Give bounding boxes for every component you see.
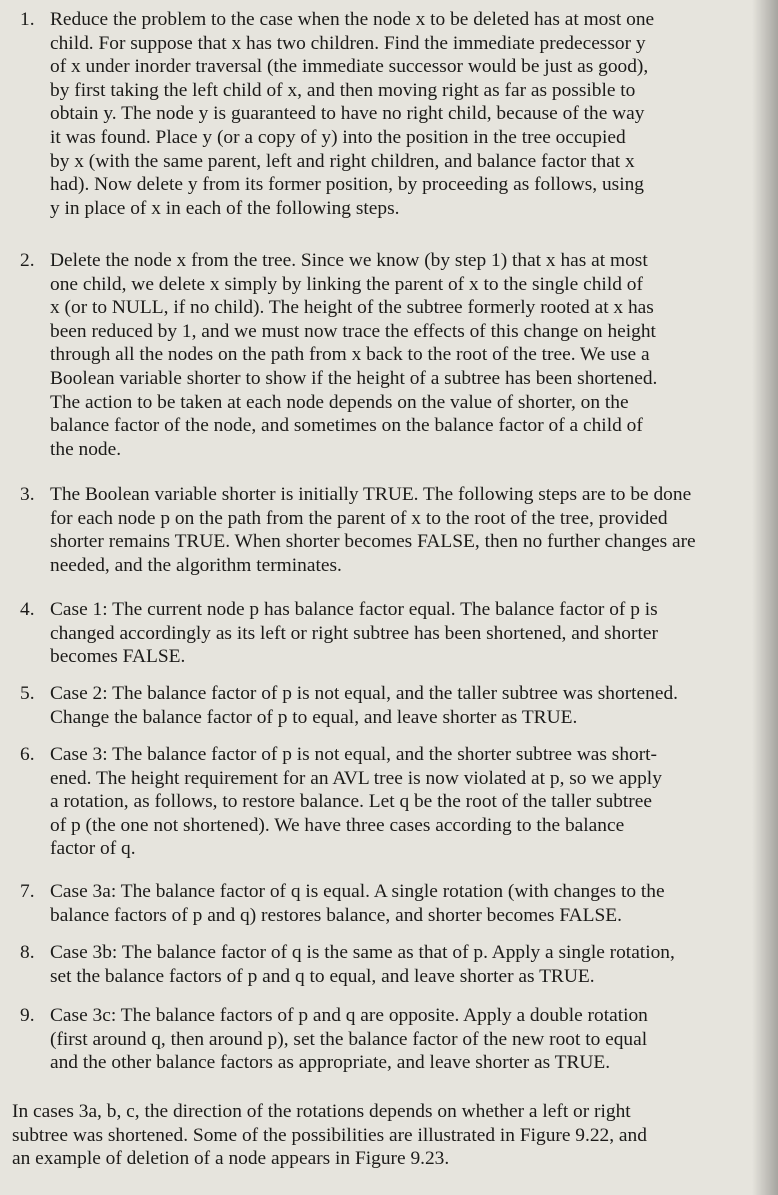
step-9 (20, 1004, 760, 1075)
step-text: The Boolean variable shorter is initially TRUE. The following steps are to be done for each node p on the path from the parent of x to the root of the tree, provided shorter remains TRUE. When shorter becomes FALSE, then no further changes are needed, and the algorithm terminates. (50, 484, 696, 576)
step-3 (20, 483, 760, 577)
step-number: 1. (20, 9, 35, 30)
step-number: 7. (20, 881, 35, 902)
step-5 (20, 682, 760, 729)
step-number: 2. (20, 250, 35, 271)
step-number: 4. (20, 599, 35, 620)
step-text: Case 3b: The balance factor of q is the same as that of p. Apply a single rotation, set the balance factors of p and q to equal, and leave shorter as TRUE. (50, 942, 675, 987)
step-text: Case 3c: The balance factors of p and q are opposite. Apply a double rotation (first around q, then around p), set the balance factor of the new root to equal and the other balance factors as appropriate, and leave shorter as TRUE. (50, 1005, 648, 1074)
step-4 (20, 598, 760, 669)
step-text: Case 3: The balance factor of p is not equal, and the shorter subtree was short- ened. The height requirement for an AVL tree is now violated at p, so we apply a rotation, as follows, to restore balance. Let q be the root of the taller subtree of p (the one not shortened). We have three cases according to the balance factor of q. (50, 744, 662, 860)
step-2 (20, 249, 760, 461)
step-number: 5. (20, 683, 35, 704)
step-number: 3. (20, 484, 35, 505)
step-text: Case 3a: The balance factor of q is equal. A single rotation (with changes to the balance factors of p and q) restores balance, and shorter becomes FALSE. (50, 881, 665, 926)
step-text: Case 2: The balance factor of p is not equal, and the taller subtree was shortened. Change the balance factor of p to equal, and leave shorter as TRUE. (50, 683, 678, 728)
step-6 (20, 743, 760, 861)
step-7 (20, 880, 760, 927)
step-number: 9. (20, 1005, 35, 1026)
step-8 (20, 941, 760, 988)
step-number: 6. (20, 744, 35, 765)
closing-paragraph: In cases 3a, b, c, the direction of the rotations depends on whether a left or right subtree was shortened. Some of the possibilities are illustrated in Figure 9.22, and an example of deletion of a node appears in Figure 9.23. (12, 1101, 647, 1170)
step-1 (20, 8, 760, 220)
step-number: 8. (20, 942, 35, 963)
step-text: Case 1: The current node p has balance factor equal. The balance factor of p is changed accordingly as its left or right subtree has been shortened, and shorter becomes FALSE. (50, 599, 658, 668)
step-text: Delete the node x from the tree. Since we know (by step 1) that x has at most one child, we delete x simply by linking the parent of x to the single child of x (or to NULL, if no child). The height of the subtree formerly rooted at x has been reduced by 1, and we must now trace the effects of this change on height through all the nodes on the path from x back to the root of the tree. We use a Boolean variable shorter to show if the height of a subtree has been shortened. The action to be taken at each node depends on the value of shorter, on the balance factor of the node, and sometimes on the balance factor of a child of the node. (50, 250, 658, 460)
step-text: Reduce the problem to the case when the node x to be deleted has at most one child. For suppose that x has two children. Find the immediate predecessor y of x under inorder traversal (the immediate successor would be just as good), by first taking the left child of x, and then moving right as far as possible to obtain y. The node y is guaranteed to have no right child, because of the way it was found. Place y (or a copy of y) into the position in the tree occupied by x (with the same parent, left and right children, and balance factor that x had). Now delete y from its former position, by proceeding as follows, using y in place of x in each of the following steps. (50, 9, 655, 219)
